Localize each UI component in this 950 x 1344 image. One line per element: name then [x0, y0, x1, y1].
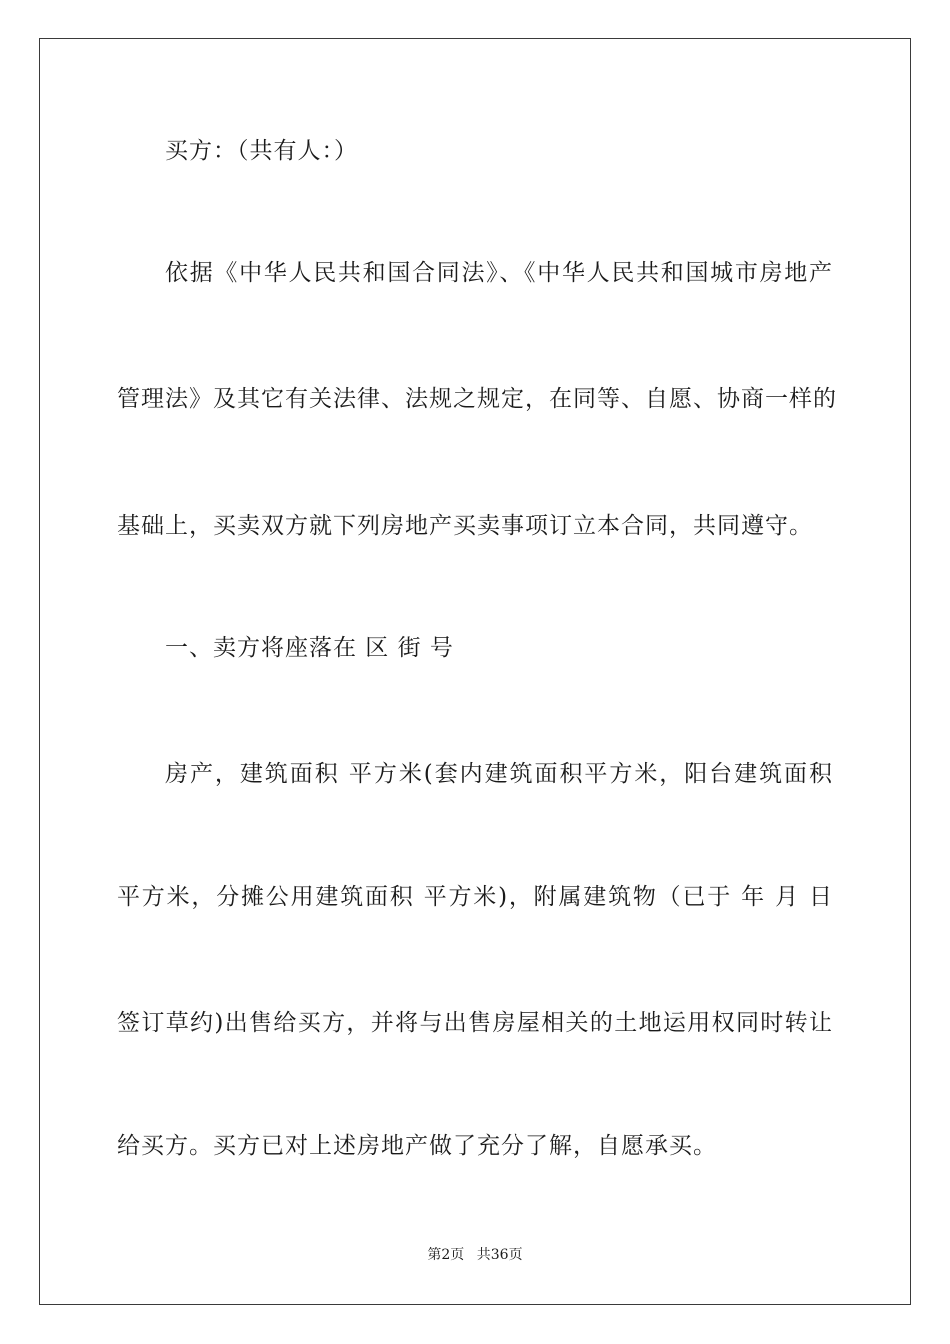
- page-number: 第2页: [427, 1247, 465, 1263]
- paragraph-line: 管理法》及其它有关法律、法规之规定，在同等、自愿、协商一样的: [117, 386, 837, 412]
- paragraph-line: 签订草约)出售给买方，并将与出售房屋相关的土地运用权同时转让: [117, 1010, 833, 1036]
- paragraph-line: 基础上，买卖双方就下列房地产买卖事项订立本合同，共同遵守。: [117, 513, 813, 539]
- page-footer: [0, 1246, 950, 1264]
- paragraph-line: 房产，建筑面积 平方米(套内建筑面积平方米，阳台建筑面积: [165, 761, 833, 787]
- paragraph-line: 依据《中华人民共和国合同法》、《中华人民共和国城市房地产: [165, 260, 833, 286]
- page-border: [39, 38, 911, 1305]
- page-total: 共36页: [476, 1247, 523, 1263]
- clause-one-line: 一、卖方将座落在 区 街 号: [165, 635, 454, 661]
- paragraph-line: 平方米，分摊公用建筑面积 平方米)，附属建筑物（已于 年 月 日: [117, 884, 833, 910]
- paragraph-line: 给买方。买方已对上述房地产做了充分了解，自愿承买。: [117, 1133, 717, 1159]
- buyer-line: 买方：（共有人：）: [165, 138, 358, 164]
